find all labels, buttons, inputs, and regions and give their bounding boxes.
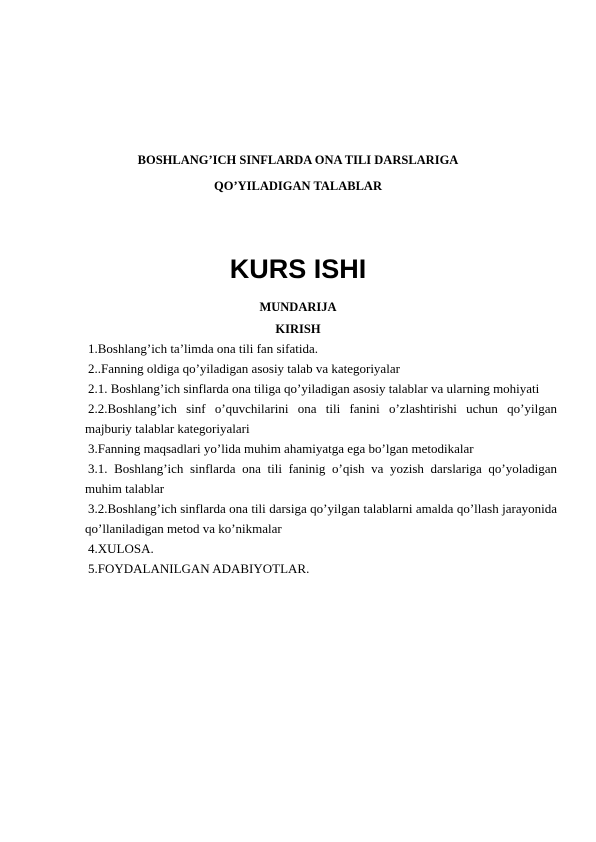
toc-item: 2.2.Boshlang’ich sinf o’quvchilarini ona tili fanini o’zlashtirishi uchun qo’yilgan majburiy talablar kategoriyalari — [85, 401, 557, 436]
table-of-contents — [85, 339, 557, 579]
toc-item: 3.2.Boshlang’ich sinflarda ona tili darsiga qo’yilgan talablarni amalda qo’llash jarayonida qo’llaniladigan metod va ko’nikmalar — [85, 501, 557, 536]
intro-heading: KIRISH — [275, 322, 321, 336]
document-title-line-2: QO’YILADIGAN TALABLAR — [214, 179, 382, 193]
document-title-line-1: BOSHLANG’ICH SINFLARDA ONA TILI DARSLARIGA — [137, 153, 459, 167]
toc-item: 2.1. Boshlang’ich sinflarda ona tiliga qo’yiladigan asosiy talablar va ularning mohiyati — [88, 381, 540, 396]
contents-heading: MUNDARIJA — [259, 300, 337, 314]
toc-item: 2..Fanning oldiga qo’yiladigan asosiy talab va kategoriyalar — [88, 361, 400, 376]
toc-item: 3.Fanning maqsadlari yo’lida muhim ahamiyatga ega bo’lgan metodikalar — [88, 441, 474, 456]
toc-item: 5.FOYDALANILGAN ADABIYOTLAR. — [88, 561, 310, 576]
work-type-title: KURS ISHI — [229, 254, 367, 284]
toc-item: 3.1. Boshlang’ich sinflarda ona tili faninig o’qish va yozish darslariga qo’yoladigan muhim talablar — [85, 461, 557, 496]
toc-item: 4.XULOSA. — [88, 541, 154, 556]
toc-item: 1.Boshlang’ich ta’limda ona tili fan sifatida. — [88, 341, 318, 356]
